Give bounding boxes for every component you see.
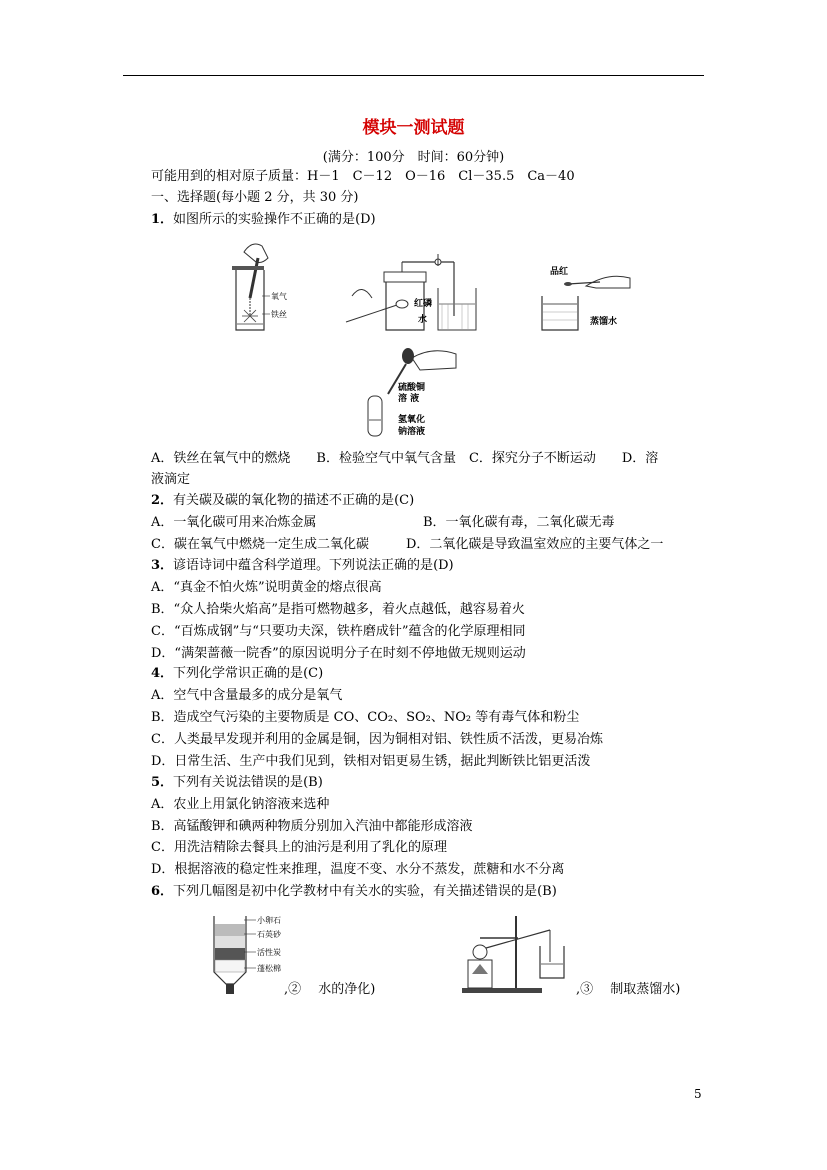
header-rule (123, 75, 704, 76)
label-quartz-sand: 石英砂 (257, 930, 281, 939)
figure-titration (358, 342, 468, 440)
figure-oxygen-content (342, 242, 482, 334)
section-heading: 一、选择题(每小题 2 分，共 30 分) (151, 190, 359, 205)
question-number: 6． (151, 884, 174, 899)
q5-option-c: C．用洗洁精除去餐具上的油污是利用了乳化的原理 (151, 840, 447, 855)
label-dye: 品红 (550, 267, 569, 277)
q4-option-d: D．日常生活、生产中我们见到，铁相对铝更易生锈，据此判断铁比铝更活泼 (151, 754, 591, 769)
question-5 (151, 775, 323, 791)
page-title: 模块一测试题 (362, 118, 465, 138)
atomic-masses: 可能用到的相对原子质量：H－1 C－12 O－16 Cl－35.5 Ca－40 (151, 169, 575, 184)
subtitle: (满分：100分 时间：60分钟) (322, 150, 505, 165)
label-cotton: 蓬松棉 (257, 964, 281, 973)
q5-option-d: D．根据溶液的稳定性来推理，温度不变、水分不蒸发，蔗糖和水不分离 (151, 862, 565, 877)
q2-option-b: B．一氧化碳有毒，二氧化碳无毒 (423, 515, 615, 530)
question-6 (151, 884, 557, 900)
question-3 (151, 558, 454, 574)
question-number: 2． (151, 493, 174, 508)
answer: (C) (394, 493, 415, 508)
question-2 (151, 493, 414, 509)
answer: (D) (355, 212, 376, 227)
figure-iron-wire-burning (222, 238, 302, 334)
label-copper-sulfate-1: 硫酸铜 (398, 383, 426, 393)
question-number: 4． (151, 666, 174, 681)
figure-distillation (460, 912, 572, 996)
q4-option-a: A．空气中含量最多的成分是氧气 (151, 688, 343, 703)
question-1 (151, 212, 376, 228)
label-distilled-water: 蒸馏水 (590, 317, 618, 327)
question-stem: 谚语诗词中蕴含科学道理。下列说法正确的是 (173, 558, 434, 573)
label-water: 水 (418, 315, 428, 325)
answer: (B) (303, 775, 323, 790)
q5-option-b: B．高锰酸钾和碘两种物质分别加入汽油中都能形成溶液 (151, 819, 473, 834)
q3-option-a: A．“真金不怕火炼”说明黄金的熔点很高 (151, 580, 382, 595)
answer: (D) (433, 558, 454, 573)
question-number: 1． (151, 212, 174, 227)
question-stem: 有关碳及碳的氧化物的描述不正确的是 (173, 493, 395, 508)
question-stem: 如图所示的实验操作不正确的是 (173, 212, 356, 227)
figure-water-purifier (208, 912, 288, 996)
q3-option-d: D．“满架蔷薇一院香”的原因说明分子在时刻不停地做无规则运动 (151, 646, 526, 661)
q3-option-b: B．“众人拾柴火焰高”是指可燃物越多，着火点越低，越容易着火 (151, 602, 525, 617)
q4-option-b: B．造成空气污染的主要物质是 CO、CO₂、SO₂、NO₂ 等有毒气体和粉尘 (151, 710, 580, 725)
q1-options-line1: A．铁丝在氧气中的燃烧 B．检验空气中氧气含量 C．探究分子不断运动 D．溶 (151, 451, 659, 466)
caption-water-purification: ,② 水的净化) (284, 982, 376, 997)
page-number: 5 (694, 1087, 702, 1101)
question-number: 3． (151, 558, 174, 573)
q3-option-c: C．“百炼成钢”与“只要功夫深，铁杵磨成针”蕴含的化学原理相同 (151, 624, 526, 639)
q5-option-a: A．农业上用氯化钠溶液来选种 (151, 797, 330, 812)
figure-molecule-movement (538, 262, 638, 334)
answer: (C) (303, 666, 324, 681)
label-pebble: 小卵石 (257, 916, 281, 925)
answer: (B) (537, 884, 557, 899)
label-activated-carbon: 活性炭 (257, 948, 281, 957)
label-copper-sulfate-2: 溶 液 (398, 394, 420, 404)
label-red-phosphorus: 红磷 (414, 299, 433, 309)
q2-option-c: C．碳在氧气中燃烧一定生成二氧化碳 (151, 537, 369, 552)
q1-options-line2: 液滴定 (151, 472, 191, 487)
q2-option-a: A．一氧化碳可用来冶炼金属 (151, 515, 317, 530)
question-stem: 下列有关说法错误的是 (173, 775, 304, 790)
q4-option-c: C．人类最早发现并利用的金属是铜，因为铜相对铝、铁性质不活泼，更易冶炼 (151, 732, 603, 747)
question-number: 5． (151, 775, 174, 790)
label-naoh-2: 钠溶液 (398, 427, 426, 437)
q2-option-d: D．二氧化碳是导致温室效应的主要气体之一 (406, 537, 664, 552)
label-naoh-1: 氢氧化 (398, 415, 426, 425)
question-4 (151, 666, 323, 682)
question-stem: 下列化学常识正确的是 (173, 666, 304, 681)
question-stem: 下列几幅图是初中化学教材中有关水的实验，有关描述错误的是 (173, 884, 538, 899)
caption-distilled-water: ,③ 制取蒸馏水) (576, 982, 681, 997)
label-iron-wire: 铁丝 (271, 310, 287, 319)
label-oxygen: 氧气 (271, 292, 287, 301)
